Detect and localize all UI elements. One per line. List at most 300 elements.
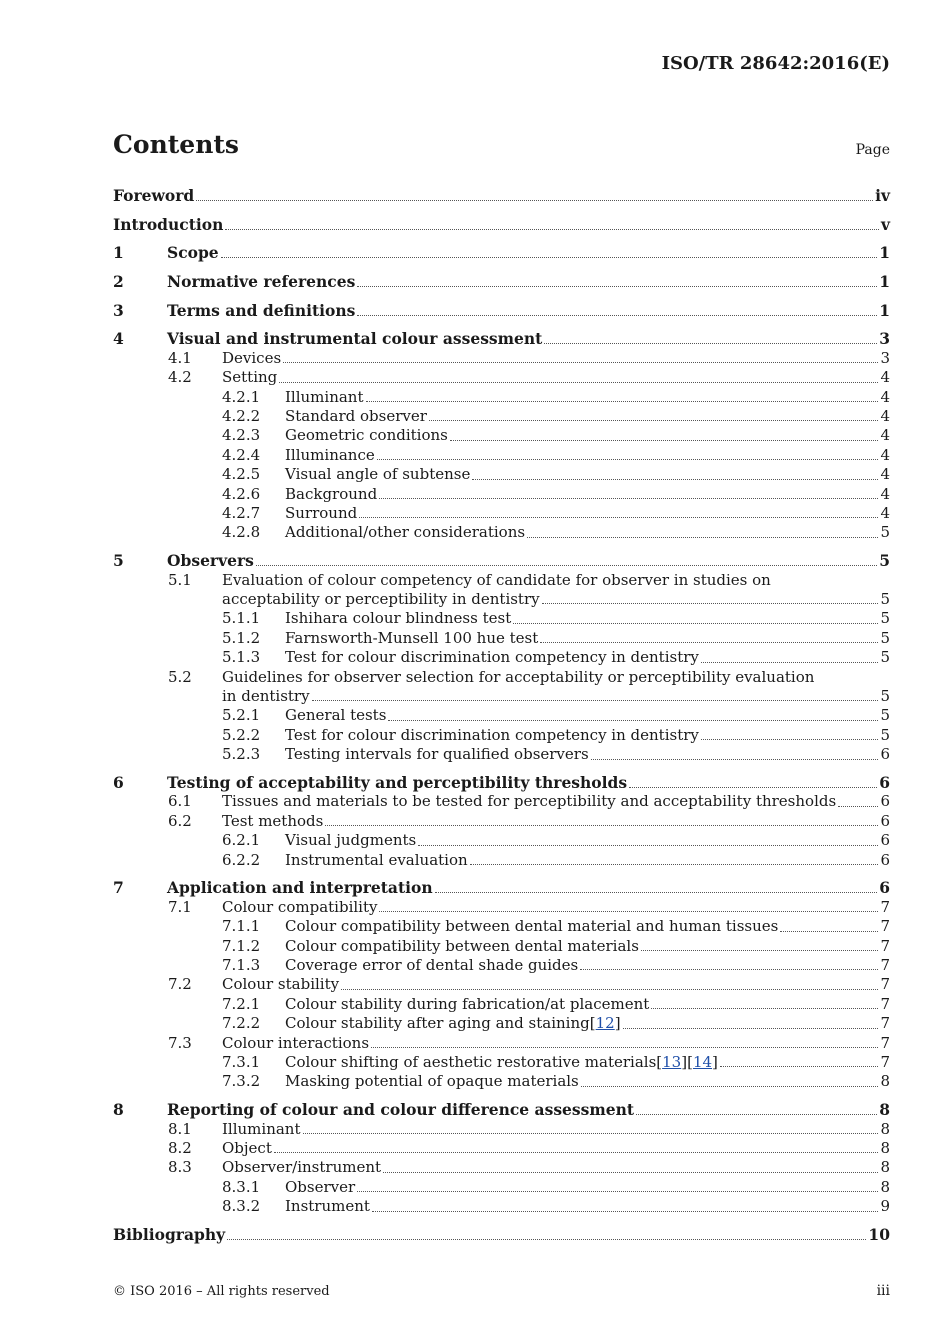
- toc-entry[interactable]: [113, 215, 890, 244]
- toc-entry-title-text: Reporting of colour and colour difference assessment: [167, 1100, 635, 1120]
- toc-entry[interactable]: [113, 523, 890, 542]
- toc-entry-line: [167, 272, 890, 292]
- toc-entry-page: 7: [880, 994, 890, 1013]
- dot-leader: [227, 1239, 866, 1240]
- toc-entry-page: 8: [880, 1158, 890, 1177]
- toc-entry-number: 5.2: [168, 667, 192, 686]
- dot-leader: [472, 479, 878, 480]
- toc-entry-line: [285, 426, 890, 445]
- dot-leader: [435, 892, 878, 893]
- toc-entry-line: [285, 956, 890, 975]
- toc-entry-title-text: Geometric conditions: [285, 426, 448, 445]
- toc-entry-number: 8.1: [168, 1119, 192, 1138]
- toc-entry-number: 8.3.2: [222, 1197, 261, 1216]
- toc-entry-page: 7: [880, 897, 890, 916]
- dot-leader: [636, 1114, 877, 1115]
- toc-entry-line: [285, 706, 890, 725]
- toc-entry-line: [113, 215, 890, 235]
- toc-entry-line: [167, 301, 890, 321]
- toc-entry[interactable]: [113, 329, 890, 348]
- dot-leader: [371, 1047, 878, 1048]
- dot-leader: [383, 1172, 878, 1173]
- toc-entry-title-text: Colour compatibility between dental materials: [285, 936, 639, 955]
- toc-entry-title-text: Tissues and materials to be tested for perceptibility and acceptability thresholds: [222, 792, 837, 811]
- toc-entry-page: 7: [880, 1033, 890, 1052]
- toc-entry-title-text: Instrumental evaluation: [285, 850, 468, 869]
- toc-entry-title-text: Colour interactions: [222, 1033, 370, 1052]
- toc-entry-title: [222, 1120, 301, 1139]
- toc-entry-page: v: [880, 214, 890, 234]
- toc-entry-title-text: Colour stability after aging and staining: [285, 1014, 590, 1033]
- toc-entry[interactable]: [113, 851, 890, 870]
- toc-entry-page: 5: [880, 628, 890, 647]
- toc-entry-page: 1: [879, 243, 890, 263]
- toc-entry-number: 4.2.8: [222, 523, 261, 542]
- toc-entry-page: 8: [880, 1119, 890, 1138]
- dot-leader: [780, 931, 878, 932]
- dot-leader: [591, 759, 879, 760]
- toc-entry[interactable]: [113, 1158, 890, 1177]
- toc-entry-title: [113, 1225, 225, 1245]
- toc-entry-title-text: Normative references: [167, 272, 356, 292]
- toc-entry-title-text: Illuminant: [222, 1119, 301, 1138]
- toc-entry-title: [167, 272, 355, 292]
- toc-entry[interactable]: [113, 551, 890, 570]
- toc-entry-title: [285, 706, 386, 725]
- toc-entry-page: 8: [879, 1100, 890, 1120]
- toc-entry-page: 4: [880, 484, 890, 503]
- toc-entry-title: [167, 243, 219, 263]
- toc-entry-line: [285, 851, 890, 870]
- toc-entry-title-text: Testing intervals for qualified observers: [285, 745, 589, 764]
- toc-entry-line: [222, 1139, 890, 1158]
- toc-entry-title: [285, 609, 511, 628]
- toc-entry-title: [285, 917, 778, 936]
- toc-entry-title: [222, 1158, 381, 1177]
- dot-leader: [279, 382, 878, 383]
- contents-title: Contents: [113, 130, 240, 159]
- toc-entry-page: 7: [880, 956, 890, 975]
- toc-entry[interactable]: [113, 368, 890, 387]
- toc-entry-line: [222, 1120, 890, 1139]
- toc-entry-line: [167, 878, 890, 898]
- toc-entry-title-text: Terms and definitions: [167, 300, 356, 320]
- toc-entry-page: 5: [880, 648, 890, 667]
- dot-leader: [303, 1133, 879, 1134]
- toc-entry-title-text: Surround: [285, 503, 358, 522]
- toc-entry-title-text: Guidelines for observer selection for acceptability or perceptibility evaluation: [222, 667, 815, 686]
- toc-entry[interactable]: [113, 407, 890, 426]
- toc-entry-title-text: Observer/instrument: [222, 1158, 382, 1177]
- toc-entry-number: 7: [113, 878, 124, 898]
- toc-entry-number: 7.3: [168, 1033, 192, 1052]
- toc-entry[interactable]: [113, 485, 890, 504]
- toc-entry-title: [285, 426, 448, 445]
- toc-entry[interactable]: [113, 446, 890, 465]
- toc-entry[interactable]: [113, 629, 890, 648]
- toc-entry-line: [222, 812, 890, 831]
- toc-entry[interactable]: [113, 668, 890, 687]
- toc-entry-page: 7: [880, 917, 890, 936]
- toc-entry-number: 5.1: [168, 570, 192, 589]
- dot-leader: [256, 565, 877, 566]
- toc-entry-title-text: Bibliography: [113, 1225, 226, 1245]
- toc-entry[interactable]: [113, 1053, 890, 1072]
- toc-entry-title-text: Illuminant: [285, 387, 364, 406]
- toc-entry-number: 4.1: [168, 348, 192, 367]
- toc-entry-line: [285, 485, 890, 504]
- toc-entry-number: 1: [113, 243, 124, 263]
- toc-entry-title-text: Observer: [285, 1177, 356, 1196]
- toc-entry[interactable]: [113, 745, 890, 764]
- toc-entry-title-text: in dentistry: [222, 686, 310, 705]
- toc-entry-line: [167, 1100, 890, 1120]
- toc-entry-title-text: Visual judgments: [285, 831, 417, 850]
- page-column-label: Page: [855, 142, 890, 158]
- toc-entry-line: [222, 668, 890, 687]
- bibliography-reference-link[interactable]: 13: [662, 1053, 682, 1071]
- toc-entry-title: [285, 745, 589, 764]
- footer-copyright: © ISO 2016 – All rights reserved: [113, 1284, 330, 1299]
- toc-entry-line: [285, 937, 890, 956]
- toc-entry-title: [222, 1034, 369, 1053]
- toc-entry-line: [285, 446, 890, 465]
- toc-entry-title: [113, 186, 194, 206]
- toc-entry[interactable]: [113, 571, 890, 590]
- toc-entry-page: 4: [880, 465, 890, 484]
- toc-entry-page: 6: [880, 745, 890, 764]
- toc-entry-page: 4: [880, 503, 890, 522]
- toc-entry[interactable]: [113, 956, 890, 975]
- toc-entry-line: [113, 1225, 890, 1245]
- toc-entry-title: [285, 648, 699, 667]
- toc-entry-number: 7.3.2: [222, 1072, 261, 1091]
- toc-entry-title: [285, 1072, 579, 1091]
- toc-entry-title-text: Background: [285, 484, 378, 503]
- toc-entry-page: 4: [880, 368, 890, 387]
- toc-entry-line: [167, 243, 890, 263]
- toc-entry-line: [167, 551, 890, 571]
- toc-entry-number: 5.1.3: [222, 648, 261, 667]
- toc-entry[interactable]: [113, 1197, 890, 1216]
- toc-entry-title: [222, 668, 814, 687]
- toc-entry[interactable]: [113, 773, 890, 792]
- toc-entry-title: [285, 629, 538, 648]
- toc-entry-line: [222, 368, 890, 387]
- toc-entry[interactable]: [113, 648, 890, 667]
- toc-entry-number: 2: [113, 272, 124, 292]
- toc-entry-title: [285, 995, 649, 1014]
- toc-entry-title-text: Standard observer: [285, 407, 427, 425]
- toc-entry[interactable]: [113, 1072, 890, 1091]
- toc-entry-title-text: Application and interpretation: [167, 878, 433, 898]
- toc-entry-number: 6.2.2: [222, 850, 261, 869]
- toc-entry-line: [285, 917, 890, 936]
- toc-entry-number: 5.1.2: [222, 628, 261, 647]
- toc-entry-title-text: Coverage error of dental shade guides: [285, 956, 579, 975]
- toc-entry-title: [222, 792, 836, 811]
- toc-entry-number: 7.2.2: [222, 1014, 261, 1033]
- toc-entry-page: 8: [880, 1177, 890, 1196]
- dot-leader: [580, 969, 878, 970]
- footer-page-number: iii: [876, 1283, 890, 1299]
- toc-entry-number: 7.2.1: [222, 994, 261, 1013]
- toc-entry-page: 6: [880, 850, 890, 869]
- dot-leader: [357, 286, 877, 287]
- dot-leader: [513, 623, 878, 624]
- toc-entry[interactable]: [113, 937, 890, 956]
- bibliography-reference-link[interactable]: 14: [692, 1053, 713, 1071]
- toc-entry-page: 5: [880, 706, 890, 725]
- toc-entry-line: [113, 186, 890, 206]
- toc-entry-number: 4.2.3: [222, 426, 261, 445]
- toc-entry-title-text: Testing of acceptability and perceptibility thresholds: [167, 773, 628, 793]
- toc-entry[interactable]: [113, 1225, 890, 1254]
- toc-entry-title-text: Colour shifting of aesthetic restorative materials: [285, 1053, 657, 1071]
- toc-entry[interactable]: [113, 812, 890, 831]
- dot-leader: [651, 1008, 878, 1009]
- toc-entry-line: [285, 407, 890, 426]
- toc-entry[interactable]: [113, 917, 890, 936]
- toc-entry-page: 4: [880, 445, 890, 464]
- toc-entry-title: [167, 329, 542, 349]
- dot-leader: [366, 401, 879, 402]
- toc-entry-page: iv: [875, 186, 890, 205]
- toc-entry[interactable]: [113, 706, 890, 725]
- toc-entry-title: [222, 975, 339, 994]
- toc-entry-number: 3: [113, 300, 124, 320]
- toc-entry-page: 5: [880, 609, 890, 628]
- toc-entry-title-text: Colour stability: [222, 975, 340, 994]
- toc-entry-title-text: Visual angle of subtense: [285, 465, 471, 484]
- toc-entry-page: 1: [879, 300, 890, 320]
- toc-entry-line: [222, 1158, 890, 1177]
- toc-entry-page: 6: [879, 878, 890, 898]
- toc-entry-title: [222, 1139, 272, 1158]
- toc-entry-title: [167, 878, 433, 898]
- toc-entry-title: [167, 1100, 634, 1120]
- toc-entry-line: [222, 349, 890, 368]
- toc-entry[interactable]: [113, 687, 890, 706]
- toc-entry-page: 8: [880, 1072, 890, 1091]
- toc-entry[interactable]: [113, 426, 890, 445]
- toc-entry-line: [285, 745, 890, 764]
- toc-entry-number: 8.2: [168, 1139, 192, 1158]
- dot-leader: [641, 950, 879, 951]
- toc-entry-number: 5.2.2: [222, 725, 261, 744]
- toc-entry-line: [285, 726, 890, 745]
- toc-entry-line: [222, 571, 890, 590]
- toc-entry-page: 5: [879, 551, 890, 571]
- toc-entry-title-text: Colour compatibility between dental material and human tissues: [285, 917, 779, 936]
- toc-entry[interactable]: [113, 1034, 890, 1053]
- toc-entry-title: [222, 898, 377, 917]
- toc-entry-page: 9: [880, 1197, 890, 1216]
- toc-entry-page: 1: [879, 272, 890, 292]
- dot-leader: [542, 603, 879, 604]
- toc-entry-number: 7.1: [168, 897, 192, 916]
- toc-entry[interactable]: [113, 301, 890, 330]
- toc-entry-title: [285, 504, 357, 523]
- toc-entry-title-text: Object: [222, 1139, 272, 1158]
- toc-entry-number: 4.2.5: [222, 465, 261, 484]
- toc-entry[interactable]: [113, 975, 890, 994]
- toc-entry-title-text: Masking potential of opaque materials: [285, 1072, 579, 1091]
- toc-entry-number: 8: [113, 1100, 124, 1120]
- toc-entry-number: 5.2.1: [222, 706, 261, 725]
- toc-entry[interactable]: [113, 1014, 890, 1033]
- toc-entry-page: 3: [880, 348, 890, 367]
- toc-entry[interactable]: [113, 1178, 890, 1197]
- toc-entry-page: 6: [880, 831, 890, 850]
- toc-entry-number: 5.1.1: [222, 609, 261, 628]
- dot-leader: [470, 864, 879, 865]
- toc-entry-title: [285, 446, 375, 465]
- dot-leader: [196, 200, 873, 201]
- toc-entry[interactable]: [113, 349, 890, 368]
- toc-entry[interactable]: [113, 609, 890, 628]
- toc-entry-page: 7: [880, 936, 890, 955]
- toc-entry-title: [285, 956, 578, 975]
- dot-leader: [429, 420, 879, 421]
- toc-entry-title-text: Foreword: [113, 186, 195, 205]
- toc-entry[interactable]: [113, 1120, 890, 1139]
- toc-entry-title-text: Scope: [167, 243, 219, 263]
- toc-entry[interactable]: [113, 590, 890, 609]
- dot-leader: [359, 517, 878, 518]
- toc-entry-line: [285, 388, 890, 407]
- toc-entry-number: 7.3.1: [222, 1053, 261, 1071]
- dot-leader: [379, 498, 878, 499]
- toc-entry-title: [285, 485, 377, 504]
- toc-entry-line: [167, 773, 890, 793]
- toc-entry-page: 6: [880, 792, 890, 811]
- toc-entry-page: 8: [880, 1139, 890, 1158]
- dot-leader: [357, 1191, 878, 1192]
- toc-entry-page: 7: [880, 975, 890, 994]
- toc-entry-line: [285, 995, 890, 1014]
- toc-entry-number: 6.2: [168, 811, 192, 830]
- toc-entry-title-text: acceptability or perceptibility in dentistry: [222, 590, 540, 609]
- toc-entry-title: [222, 812, 323, 831]
- toc-entry-page: 5: [880, 686, 890, 705]
- toc-entry-number: 7.2: [168, 975, 192, 994]
- toc-entry[interactable]: [113, 878, 890, 897]
- toc-entry-line: [285, 609, 890, 628]
- dot-leader: [357, 315, 877, 316]
- toc-entry-page: 10: [868, 1225, 890, 1245]
- dot-leader: [544, 343, 877, 344]
- toc-entry-number: 5.2.3: [222, 745, 261, 764]
- toc-entry-title-text: Farnsworth-Munsell 100 hue test: [285, 628, 539, 647]
- toc-entry-title: [285, 523, 525, 542]
- dot-leader: [527, 537, 878, 538]
- toc-entry[interactable]: [113, 898, 890, 917]
- toc-entry-line: [285, 523, 890, 542]
- toc-entry-line: [285, 1014, 890, 1033]
- toc-entry-line: [285, 1197, 890, 1216]
- toc-entry-number: 4: [113, 329, 124, 349]
- toc-entry-title-text: Observers: [167, 551, 254, 571]
- toc-entry-title-text: Introduction: [113, 214, 224, 234]
- toc-entry-title-text: Evaluation of colour competency of candidate for observer in studies on: [222, 570, 771, 589]
- dot-leader: [720, 1066, 879, 1067]
- toc-entry-title-text: Colour compatibility: [222, 897, 378, 916]
- toc-entry-number: 8.3.1: [222, 1177, 261, 1196]
- toc-entry[interactable]: [113, 726, 890, 745]
- toc-entry-line: [222, 792, 890, 811]
- dot-leader: [221, 257, 878, 258]
- dot-leader: [388, 720, 878, 721]
- toc-entry-number: 5: [113, 551, 124, 571]
- toc-entry[interactable]: [113, 1100, 890, 1119]
- toc-entry-page: 5: [880, 590, 890, 609]
- toc-entry-title: [113, 215, 223, 235]
- toc-entry[interactable]: [113, 272, 890, 301]
- toc-entry-line: [222, 898, 890, 917]
- toc-entry-title: [285, 1197, 370, 1216]
- toc-entry[interactable]: [113, 243, 890, 272]
- toc-entry-number: 7.1.1: [222, 917, 261, 936]
- dot-leader: [312, 700, 879, 701]
- toc-entry[interactable]: [113, 1139, 890, 1158]
- toc-entry[interactable]: [113, 831, 890, 850]
- toc-entry-number: 4.2.2: [222, 407, 261, 425]
- toc-entry-title-text: Additional/other considerations: [285, 523, 526, 542]
- dot-leader: [325, 825, 878, 826]
- toc-entry-page: 6: [879, 773, 890, 793]
- toc-entry-line: [285, 1072, 890, 1091]
- toc-entry[interactable]: [113, 388, 890, 407]
- toc-entry-page: 4: [880, 387, 890, 406]
- toc-entry-number: 4.2.6: [222, 484, 261, 503]
- dot-leader: [225, 229, 879, 230]
- toc-entry[interactable]: [113, 792, 890, 811]
- toc-entry-line: [222, 590, 890, 609]
- dot-leader: [540, 642, 878, 643]
- dot-leader: [418, 845, 878, 846]
- dot-leader: [623, 1028, 879, 1029]
- toc-entry-title-text: Visual and instrumental colour assessment: [167, 329, 543, 349]
- toc-entry-title: [285, 937, 639, 956]
- toc-entry-number: 6.1: [168, 792, 192, 811]
- toc-entry-line: [285, 1178, 890, 1197]
- toc-entry-title: [285, 851, 468, 870]
- toc-entry-title: [167, 551, 254, 571]
- dot-leader: [629, 787, 877, 788]
- toc-entry-number: 4.2.7: [222, 503, 261, 522]
- toc-entry[interactable]: [113, 465, 890, 484]
- toc-entry-title: [285, 1178, 355, 1197]
- bibliography-reference-link[interactable]: 12: [595, 1014, 615, 1033]
- dot-leader: [341, 989, 878, 990]
- toc-entry[interactable]: [113, 186, 890, 215]
- toc-entry-number: 4.2.1: [222, 387, 261, 406]
- toc-entry[interactable]: [113, 995, 890, 1014]
- toc-entry-number: 7.1.2: [222, 936, 261, 955]
- toc-entry-line: [222, 687, 890, 706]
- toc-entry[interactable]: [113, 504, 890, 523]
- standard-code: ISO/TR 28642:2016(E): [661, 53, 890, 74]
- toc-entry-title-text: Test for colour discrimination competency in dentistry: [285, 725, 699, 744]
- dot-leader: [450, 440, 879, 441]
- toc-entry-number: 7.1.3: [222, 956, 261, 975]
- toc-entry-number: 6: [113, 773, 124, 793]
- toc-entry-title-text: Colour stability during fabrication/at placement: [285, 994, 650, 1013]
- toc-entry-page: 7: [880, 1053, 890, 1071]
- toc-entry-title-text: Test for colour discrimination competency in dentistry: [285, 648, 699, 667]
- toc-entry-page: 5: [880, 523, 890, 542]
